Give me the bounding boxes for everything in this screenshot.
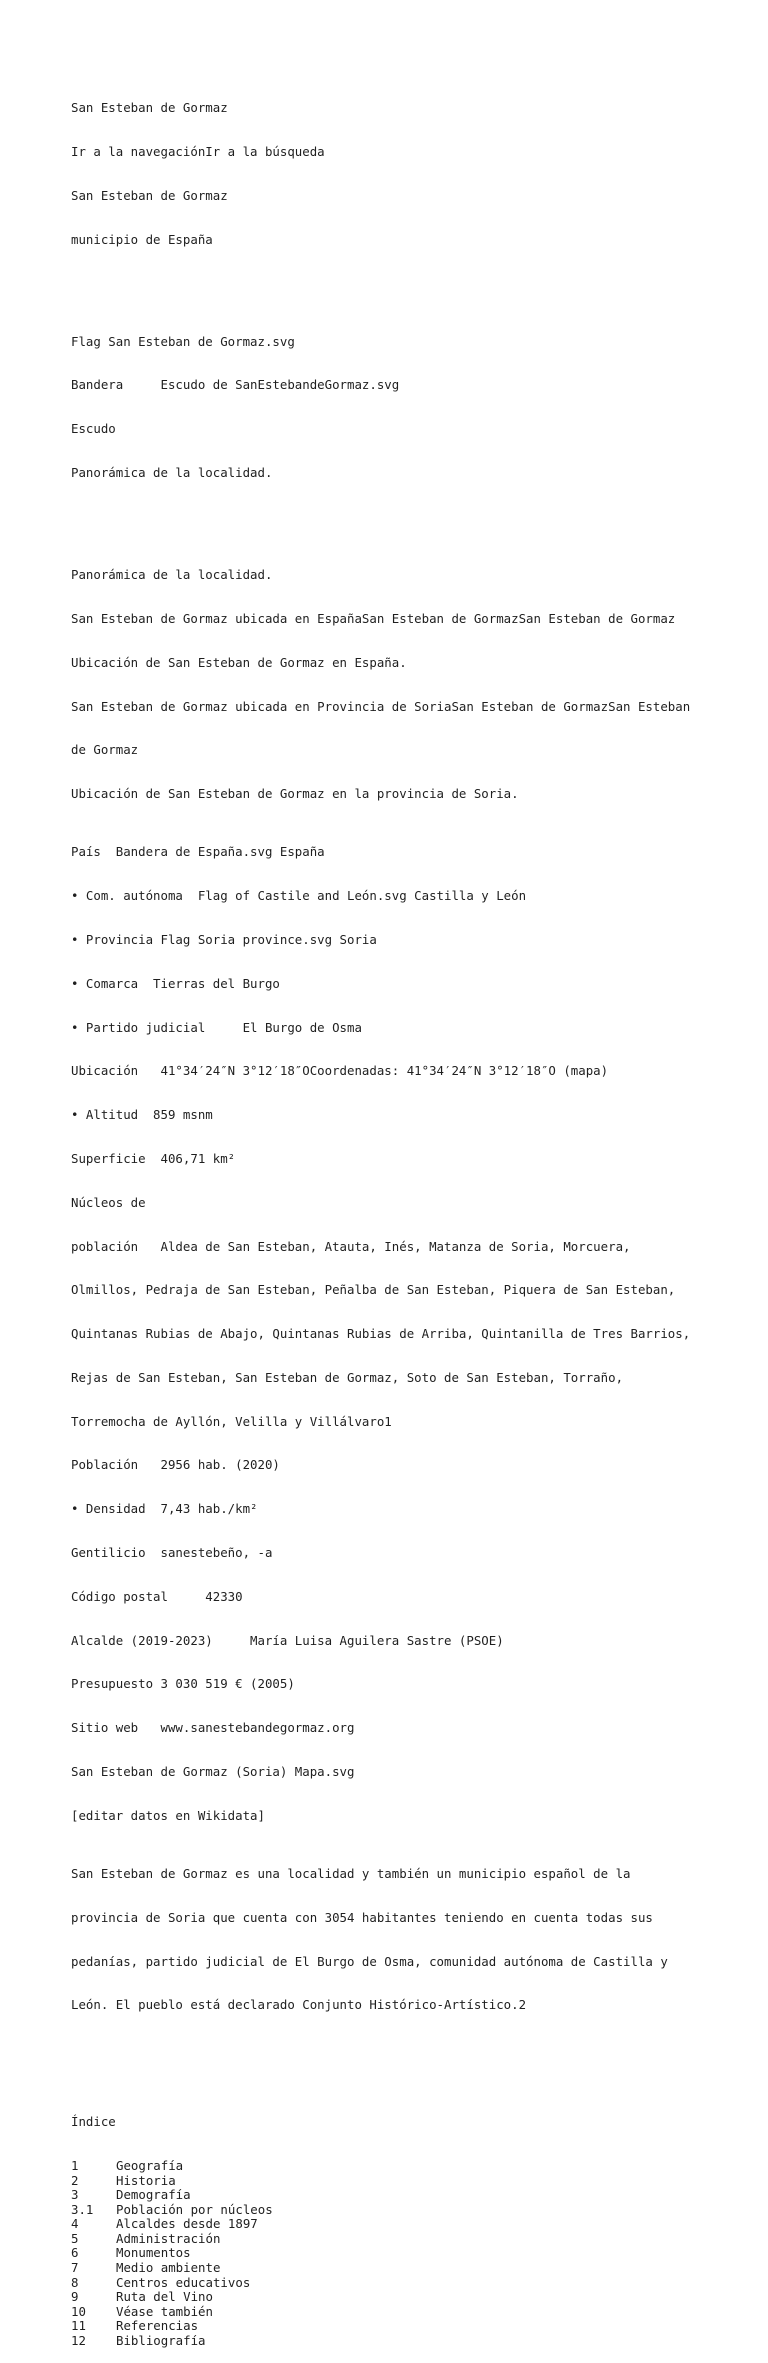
toc-item-label[interactable]: Alcaldes desde 1897 [116, 2216, 258, 2232]
toc-item-number: 9 [71, 2289, 79, 2305]
soria-map-alt-continued[interactable]: de Gormaz [71, 742, 139, 758]
infobox-nucleos-list: población Aldea de San Esteban, Atauta, Inés, Matanza de Soria, Morcuera, [71, 1238, 631, 1254]
flag-coat-row: Bandera Escudo de SanEstebandeGormaz.svg [71, 377, 400, 393]
toc-item-number: 3.1 [71, 2201, 94, 2217]
toc-item-number: 8 [71, 2274, 79, 2290]
toc-item-number: 1 [71, 2157, 79, 2173]
toc-item-label[interactable]: Véase también [116, 2303, 213, 2319]
infobox-nucleos-list: Rejas de San Esteban, San Esteban de Gormaz, Soto de San Esteban, Torraño, [71, 1369, 624, 1385]
infobox-subtitle: municipio de España [71, 231, 213, 247]
infobox-nucleos-list: Quintanas Rubias de Abajo, Quintanas Rubias de Arriba, Quintanilla de Tres Barrios, [71, 1326, 691, 1342]
toc-item-number: 7 [71, 2260, 79, 2276]
toc-item[interactable] [71, 2203, 731, 2218]
infobox-alcalde: Alcalde (2019-2023) María Luisa Aguilera Sastre (PSOE) [71, 1632, 504, 1648]
toc-item-number: 10 [71, 2303, 86, 2319]
toc-item-number: 12 [71, 2333, 86, 2349]
toc-item-label[interactable]: Monumentos [116, 2245, 191, 2261]
toc-item[interactable] [71, 2276, 731, 2291]
skip-navigation-links[interactable]: Ir a la navegaciónIr a la búsqueda [71, 143, 325, 159]
infobox-nucleos-list: Torremocha de Ayllón, Velilla y Villálvaro1 [71, 1413, 392, 1429]
toc-item[interactable] [71, 2174, 731, 2189]
toc-item[interactable] [71, 2261, 731, 2276]
soria-map-alt[interactable]: San Esteban de Gormaz ubicada en Provincia de SoriaSan Esteban de GormazSan Esteban [71, 698, 691, 714]
toc-item-label[interactable]: Referencias [116, 2318, 199, 2334]
table-of-contents [71, 2159, 731, 2349]
toc-heading: Índice [71, 2114, 116, 2130]
infobox-nucleos-list: Olmillos, Pedraja de San Esteban, Peñalba de San Esteban, Piquera de San Esteban, [71, 1282, 676, 1298]
infobox-altitud: • Altitud 859 msnm [71, 1107, 213, 1123]
spacer [71, 276, 731, 291]
toc-item-number: 4 [71, 2216, 79, 2232]
spain-map-caption: Ubicación de San Esteban de Gormaz en España. [71, 654, 407, 670]
infobox-pais: País Bandera de España.svg España [71, 844, 325, 860]
spacer [71, 510, 731, 525]
infobox-presupuesto: Presupuesto 3 030 519 € (2005) [71, 1676, 295, 1692]
toc-item-label[interactable]: Población por núcleos [116, 2201, 273, 2217]
toc-item[interactable] [71, 2305, 731, 2320]
toc-item-number: 11 [71, 2318, 86, 2334]
soria-map-caption: Ubicación de San Esteban de Gormaz en la provincia de Soria. [71, 786, 519, 802]
panorama-caption: Panorámica de la localidad. [71, 465, 273, 481]
infobox-poblacion: Población 2956 hab. (2020) [71, 1457, 280, 1473]
toc-item-label[interactable]: Centros educativos [116, 2274, 251, 2290]
toc-item[interactable] [71, 2334, 731, 2349]
spain-map-alt[interactable]: San Esteban de Gormaz ubicada en EspañaSan Esteban de GormazSan Esteban de Gormaz [71, 610, 676, 626]
toc-item-label[interactable]: Geografía [116, 2157, 184, 2173]
infobox-provincia: • Provincia Flag Soria province.svg Soria [71, 932, 377, 948]
panorama-caption-repeat: Panorámica de la localidad. [71, 567, 273, 583]
intro-paragraph-line: provincia de Soria que cuenta con 3054 habitantes teniendo en cuenta todas sus [71, 1909, 653, 1925]
intro-paragraph-line: San Esteban de Gormaz es una localidad y también un municipio español de la [71, 1866, 631, 1882]
toc-item-label[interactable]: Historia [116, 2172, 176, 2188]
infobox-ubicacion: Ubicación 41°34′24″N 3°12′18″OCoordenadas: 41°34′24″N 3°12′18″O (mapa) [71, 1063, 609, 1079]
infobox-superficie: Superficie 406,71 km² [71, 1150, 236, 1166]
toc-item[interactable] [71, 2290, 731, 2305]
infobox-densidad: • Densidad 7,43 hab./km² [71, 1501, 258, 1517]
toc-item-label[interactable]: Administración [116, 2230, 221, 2246]
toc-item[interactable] [71, 2246, 731, 2261]
spacer [71, 2042, 731, 2071]
coat-label: Escudo [71, 421, 116, 437]
toc-item-label[interactable]: Bibliografía [116, 2333, 206, 2349]
toc-item[interactable] [71, 2319, 731, 2334]
toc-item-number: 2 [71, 2172, 79, 2188]
infobox-com-autonoma: • Com. autónoma Flag of Castile and León.svg Castilla y León [71, 888, 527, 904]
toc-item[interactable] [71, 2159, 731, 2174]
flag-file-link[interactable]: Flag San Esteban de Gormaz.svg [71, 333, 295, 349]
toc-item-label[interactable]: Demografía [116, 2187, 191, 2203]
infobox-sitio-web[interactable]: Sitio web www.sanestebandegormaz.org [71, 1720, 355, 1736]
toc-item-label[interactable]: Medio ambiente [116, 2260, 221, 2276]
toc-item-number: 6 [71, 2245, 79, 2261]
edit-wikidata-link[interactable]: [editar datos en Wikidata] [71, 1807, 265, 1823]
intro-paragraph-line: León. El pueblo está declarado Conjunto Histórico-Artístico.2 [71, 1997, 527, 2013]
page-title: San Esteban de Gormaz [71, 100, 228, 116]
toc-item-label[interactable]: Ruta del Vino [116, 2289, 213, 2305]
infobox-comarca: • Comarca Tierras del Burgo [71, 975, 280, 991]
infobox-gentilicio: Gentilicio sanestebeño, -a [71, 1544, 273, 1560]
intro-paragraph-line: pedanías, partido judicial de El Burgo de Osma, comunidad autónoma de Castilla y [71, 1953, 668, 1969]
infobox-codigo-postal: Código postal 42330 [71, 1588, 243, 1604]
infobox-mapa-file[interactable]: San Esteban de Gormaz (Soria) Mapa.svg [71, 1763, 355, 1779]
toc-item[interactable] [71, 2217, 731, 2232]
infobox-title: San Esteban de Gormaz [71, 187, 228, 203]
toc-item-number: 3 [71, 2187, 79, 2203]
toc-item-number: 5 [71, 2230, 79, 2246]
document-body [71, 72, 731, 2363]
toc-item[interactable] [71, 2188, 731, 2203]
infobox-nucleos-label: Núcleos de [71, 1194, 146, 1210]
infobox-partido-judicial: • Partido judicial El Burgo de Osma [71, 1019, 362, 1035]
toc-item[interactable] [71, 2232, 731, 2247]
